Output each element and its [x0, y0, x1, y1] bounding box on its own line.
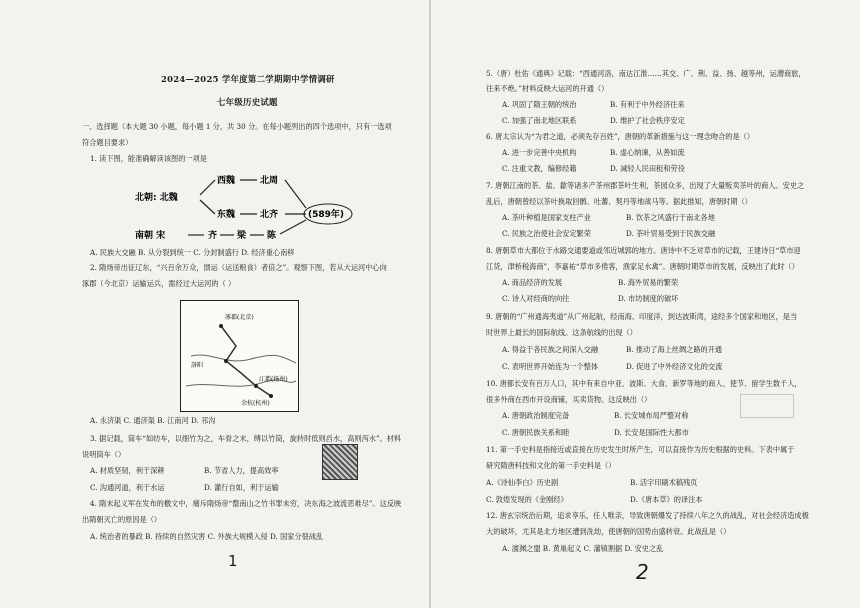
q5-option-d: D. 维护了社会秩序安定	[610, 116, 685, 125]
q7-stem-2: 乱后，唐朝曾经以茶叶换取回鹘、吐蕃、契丹等地战马等。据此推知，唐朝时期（）	[486, 197, 752, 206]
chen-label: 陈	[267, 231, 277, 241]
year-label: (589年)	[308, 210, 345, 220]
q5-option-b: B. 有利于中外经济往来	[610, 100, 685, 109]
north-dynasties-label: 北朝: 北魏	[135, 193, 178, 203]
qi-label: 齐	[208, 231, 218, 241]
q10-option-a: A. 唐朝政治制度完备	[502, 411, 570, 420]
q2-stem-2: 涿郡（今北京）运输运兵，需经过大运河的（ ）	[82, 279, 236, 288]
q5-option-a: A. 巩固了隋王朝的统治	[502, 100, 577, 109]
q6-option-b: B. 虚心纳谏，从善如流	[610, 148, 685, 157]
q2-options: A. 永济渠 C. 通济渠 B. 江南河 D. 邗沟	[90, 416, 216, 425]
q9-option-c: C. 表明世界开始连为一个整体	[502, 362, 599, 371]
diagram-arrows	[188, 180, 306, 235]
q11-stem-1: 11. 第一手史料是指接近或直接在历史发生时所产生，可以直接作为历史根据的史料。下表中属于	[486, 445, 795, 454]
liang-label: 梁	[237, 231, 247, 241]
q6-option-a: A. 进一步完善中央机构	[502, 148, 577, 157]
q7-stem-1: 7. 唐朝江南的茶、盐、歙等诸多产茶州郡茶叶生利，茶园众多，出现了大量贩卖茶叶的商人。安史之	[486, 181, 805, 190]
q9-option-b: B. 推动了海上丝绸之路的开通	[626, 345, 723, 354]
beizhou-label: 北周	[260, 176, 279, 186]
zhuojun-dot	[219, 324, 223, 328]
q7-option-c: C. 民族之治使社会安定繁荣	[502, 229, 591, 238]
q10-option-d: D. 长安是国际性大都市	[614, 428, 689, 437]
beiqi-label: 北齐	[260, 210, 279, 220]
south-dynasties-label: 南朝 宋	[135, 231, 166, 241]
q8-option-d: D. 市坊制度的破坏	[618, 294, 679, 303]
q3-option-c: C. 沟通河道，利于水运	[90, 483, 165, 492]
canal-map-svg	[181, 301, 298, 411]
q5-option-c: C. 加强了南北地区联系	[502, 116, 577, 125]
exam-title: 2024—2025 学年度第二学期期中学情调研	[161, 74, 335, 84]
instructions-line-2: 符合题目要求）	[82, 138, 133, 147]
q11-option-c: C. 敦煌发现的《金刚经》	[486, 495, 568, 504]
q9-stem-1: 9. 唐朝的“广州通海夷道”从广州起航，经南海、印度洋，到达波斯湾，途经多个国家和地区，是当	[486, 312, 798, 321]
q3-option-b: B. 节省人力，提高效率	[204, 466, 279, 475]
q5-stem-2: 往来不绝。”材料反映大运河的开通（）	[486, 84, 609, 93]
faint-table-mark	[740, 394, 794, 418]
jiangdu-label: 江都(扬州)	[259, 376, 288, 383]
q11-stem-2: 研究隋唐科技和文化的第一手史料是（）	[486, 461, 616, 470]
q3-stem-2: 说明筒车（）	[82, 450, 126, 459]
page-number-right: 2	[636, 560, 649, 584]
q1-stem: 1. 读下图，能准确解读该图的一项是	[90, 154, 207, 163]
q10-stem-1: 10. 唐都长安有百万人口，其中有来自中亚、波斯、大食、新罗等地的商人、使节、留学生数千人，	[486, 379, 802, 388]
q2-stem-1: 2. 隋炀帝出征辽东，“兴百余万众，馈运（运送粮食）者倍之”。观察下图，若从大运河中心向	[90, 263, 387, 272]
q10-stem-2: 很多外商在西市开设商铺，买卖货物。这反映出（）	[486, 395, 652, 404]
q4-options: A. 统治者的暴政 B. 持续的自然灾害 C. 外族大规模入侵 D. 国家分裂战乱	[90, 532, 324, 541]
q6-stem: 6. 唐太宗认为“为君之道，必须先存百姓”，唐朝的革新措施与这一理念吻合的是（）	[486, 132, 755, 141]
right-page	[430, 0, 860, 608]
q3-option-d: D. 灌行自如，利于运输	[204, 483, 279, 492]
q9-stem-2: 时世界上最长的国际航线。这条航线的出现（）	[486, 328, 637, 337]
q4-stem-2: 出隋朝灭亡的原因是（）	[82, 515, 162, 524]
q10-option-c: C. 唐朝民族关系和睦	[502, 428, 570, 437]
instructions-line-1: 一、选择题（本大题 30 小题，每小题 1 分，共 30 分。在每小题列出的四个选项中，只有一选项	[82, 122, 392, 131]
q11-option-a: A.《诗仙李白》历史剧	[486, 478, 559, 487]
q9-option-d: D. 促进了中外经济文化的交流	[626, 362, 723, 371]
q8-stem-2: 江货，津桥税海商”，李嘉祐“草市多倦客，渔家足水禽”。唐朝时期草市的发展，反映出了此时（）	[486, 262, 799, 271]
q3-option-a: A. 材质坚韧，利于深耕	[90, 466, 165, 475]
zhuojun-label: 涿郡(北京)	[225, 314, 254, 321]
q12-stem-2: 大的破坏，尤其是北方地区遭到洗劫，使唐朝的国势由盛转衰。此战乱是（）	[486, 527, 731, 536]
yuhang-dot	[269, 394, 273, 398]
q5-stem-1: 5.（唐）杜佑《通典》记载：“西通河洛，南达江淮……其交、广、荆、益、扬、越等州，运漕商旅，	[486, 69, 806, 78]
waterwheel-image	[322, 444, 358, 480]
q3-stem-1: 3. 据记载，筒车“如纺车，以细竹为之，车骨之末，缚以竹筒，旋转时低则舀水，高则泻水”。材料	[90, 434, 402, 443]
jiangdu-dot	[254, 384, 258, 388]
dynasty-diagram	[130, 168, 370, 248]
luoyang-dot	[224, 359, 228, 363]
q11-option-b: B. 活字印刷术稿残页	[630, 478, 698, 487]
q6-option-c: C. 注重文教，编修经籍	[502, 164, 577, 173]
q6-option-d: D. 减轻人民田租和劳役	[610, 164, 685, 173]
xiwei-label: 西魏	[217, 176, 236, 186]
yellow-river	[191, 355, 296, 363]
q12-stem-1: 12. 唐玄宗统治后期，追求享乐，任人唯亲，导致唐朝爆发了持续八年之久的战乱，对社会经济造成极	[486, 511, 809, 520]
grand-canal-map	[180, 300, 299, 412]
page-number-left: 1	[228, 552, 238, 570]
q7-option-a: A. 茶叶种植是国家支柱产业	[502, 213, 591, 222]
q8-option-b: B. 海外贸易的繁荣	[618, 278, 679, 287]
luoyang-label: 洛阳	[191, 362, 204, 369]
q12-options: A. 澶渊之盟 B. 黄巢起义 C. 藩镇割据 D. 安史之乱	[502, 544, 664, 553]
q4-stem-1: 4. 隋末起义军在发布的檄文中，痛斥隋炀帝“罄南山之竹书罪未穷，决东海之波流恶难尽”。这反映	[90, 499, 402, 508]
q8-option-a: A. 商品经济的发展	[502, 278, 563, 287]
yuhang-label: 余杭(杭州)	[241, 400, 270, 407]
q8-stem-1: 8. 唐朝草市大都位于水路交通要道或邻近城郭的地方。唐诗中不乏对草市的记载，王建诗日“草市迎	[486, 246, 801, 255]
q9-option-a: A. 得益于各民族之间深入交融	[502, 345, 599, 354]
q7-option-b: B. 饮茶之风盛行于南北各地	[626, 213, 715, 222]
q8-option-c: C. 诗人对经商的向往	[502, 294, 570, 303]
exam-subtitle: 七年级历史试题	[217, 97, 278, 107]
q10-option-b: B. 长安城布局严整对称	[614, 411, 689, 420]
q1-options: A. 民族大交融 B. 从分裂到统一 C. 分封制盛行 D. 经济重心南移	[90, 248, 295, 257]
dongwei-label: 东魏	[217, 210, 236, 220]
q11-option-d: D.《唐本草》的译注本	[630, 495, 703, 504]
q7-option-d: D. 茶叶贸易受到于民族交融	[626, 229, 716, 238]
